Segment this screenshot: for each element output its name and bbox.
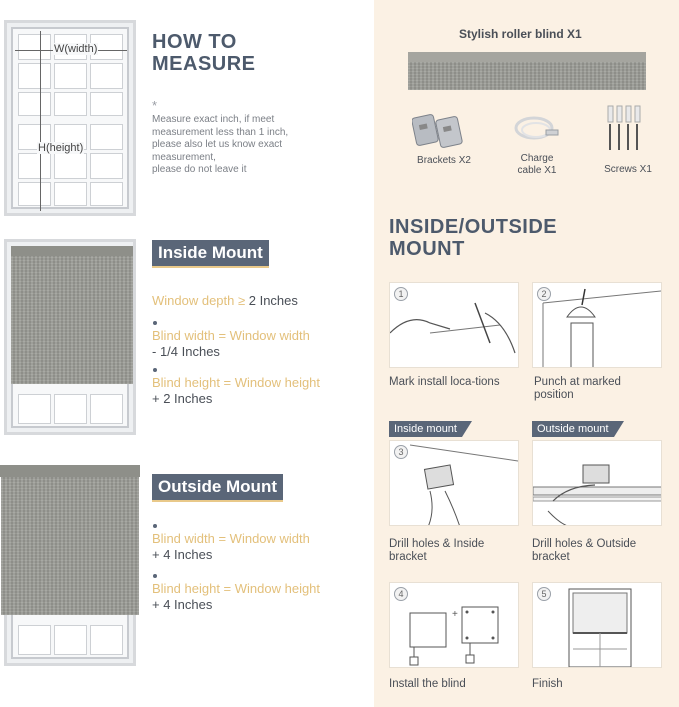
svg-text:+: +	[452, 609, 458, 620]
window-pane	[90, 625, 123, 655]
inside-outside-title	[389, 216, 557, 260]
bullet-dot	[153, 574, 157, 578]
bullet-highlight: Window depth ≥	[152, 293, 249, 308]
marking-hands-icon	[390, 283, 519, 368]
note-line: please also let us know exact	[152, 139, 283, 150]
inside-outside-title-line1: INSIDE/OUTSIDE	[389, 216, 558, 238]
measure-note	[152, 114, 288, 177]
window-pane	[90, 394, 123, 424]
window-pane	[18, 34, 51, 60]
screws-label: Screws X1	[604, 164, 652, 175]
window-pane	[90, 182, 123, 206]
screws-icon	[602, 104, 648, 156]
step-2-caption	[534, 376, 621, 402]
step-1-image	[389, 282, 519, 368]
outside-bracket-icon	[533, 441, 662, 526]
bullet-text: + 4 Inches	[152, 597, 213, 612]
how-to-measure-title	[152, 31, 256, 75]
step-5-image	[532, 582, 662, 668]
bullet-text: + 4 Inches	[152, 547, 213, 562]
window-pane	[90, 63, 123, 89]
height-label: H(height)	[38, 142, 84, 154]
note-line: measurement,	[152, 151, 216, 163]
window-pane	[54, 92, 87, 116]
window-illustration	[4, 20, 136, 216]
charge-cable-label	[500, 153, 574, 177]
window-pane	[90, 153, 123, 179]
how-to-measure-title-line2: MEASURE	[152, 53, 256, 75]
window-pane	[18, 182, 51, 206]
step-5-caption: Finish	[532, 678, 563, 690]
step-3-outside-caption-line1: Drill holes & Outside	[532, 538, 637, 550]
inside-mount-label: Inside Mount	[152, 240, 269, 268]
roller-blind-tube	[408, 52, 646, 62]
note-asterisk: *	[152, 98, 158, 113]
brackets-label: Brackets X2	[417, 155, 471, 166]
inside-bullet-1	[152, 293, 298, 309]
inside-bullet-2	[152, 328, 310, 360]
window-pane	[18, 153, 51, 179]
roller-blind	[11, 256, 133, 384]
inside-bracket-icon	[390, 441, 519, 526]
window-pane	[54, 625, 87, 655]
step-number: 3	[394, 445, 408, 459]
step-number: 5	[537, 587, 551, 601]
brackets-icon	[412, 112, 468, 148]
step-4-image	[389, 582, 519, 668]
blind-headrail	[11, 246, 133, 256]
inside-bullet-3	[152, 375, 320, 407]
window-pane	[54, 153, 87, 179]
step-1-caption: Mark install loca-tions	[389, 376, 500, 388]
bullet-highlight: Blind height = Window height	[152, 581, 321, 596]
window-pane	[18, 63, 51, 89]
step-number: 2	[537, 287, 551, 301]
roller-blind-label: Stylish roller blind X1	[459, 27, 582, 41]
bullet-dot	[153, 368, 157, 372]
step-3-caption-line1: Drill holes & Inside	[389, 538, 485, 550]
window-pane	[54, 63, 87, 89]
note-line: please do not leave it	[152, 164, 247, 175]
window-pane	[18, 92, 51, 116]
bullet-dot	[153, 321, 157, 325]
window-pane	[18, 394, 51, 424]
charge-cable-label-line1: Charge	[520, 153, 554, 164]
window-pane	[54, 394, 87, 424]
drilling-icon	[533, 283, 662, 368]
step-number: 4	[394, 587, 408, 601]
bullet-text: + 2 Inches	[152, 391, 213, 406]
step-3-caption-line2: bracket	[389, 551, 427, 563]
package-install-panel	[374, 0, 679, 707]
inside-mount-tab: Inside mount	[389, 421, 462, 437]
window-pane	[90, 92, 123, 116]
step-2-caption-line1: Punch at marked	[534, 376, 621, 388]
window-pane	[90, 124, 123, 150]
step-number: 1	[394, 287, 408, 301]
inside-mount-illustration	[4, 239, 136, 435]
step-3-outside-image	[532, 440, 662, 526]
charge-cable-label-line2: cable X1	[517, 165, 557, 176]
finished-window-icon	[533, 583, 662, 668]
step-3-inside-caption	[389, 538, 484, 564]
bullet-text: - 1/4 Inches	[152, 344, 220, 359]
outside-bullet-2	[152, 581, 320, 613]
bullet-highlight: Blind height = Window height	[152, 375, 321, 390]
step-3-inside-image	[389, 440, 519, 526]
bullet-dot	[153, 524, 157, 528]
step-4-caption: Install the blind	[389, 678, 466, 690]
roller-blind	[1, 477, 139, 615]
window-pane	[18, 625, 51, 655]
inside-outside-title-line2: MOUNT	[389, 238, 465, 260]
bullet-highlight: Blind width = Window width	[152, 328, 310, 343]
window-pane	[54, 182, 87, 206]
roller-blind-roll	[408, 62, 646, 90]
height-dimension-line	[40, 31, 41, 211]
blind-headrail	[0, 465, 140, 477]
outside-mount-tab: Outside mount	[532, 421, 614, 437]
step-3-outside-caption-line2: bracket	[532, 551, 570, 563]
width-label: W(width)	[54, 43, 98, 55]
step-2-image	[532, 282, 662, 368]
step-2-caption-line2: position	[534, 389, 574, 401]
step-3-outside-caption	[532, 538, 636, 564]
note-line: Measure exact inch, if meet	[152, 114, 275, 125]
how-to-measure-title-line1: HOW TO	[152, 31, 237, 53]
charge-cable-icon	[510, 110, 564, 148]
install-blind-icon	[390, 583, 519, 668]
bullet-text: 2 Inches	[248, 293, 298, 308]
outside-mount-label: Outside Mount	[152, 474, 283, 502]
bullet-highlight: Blind width = Window width	[152, 531, 310, 546]
outside-bullet-1	[152, 531, 310, 563]
note-line: measurement less than 1 inch,	[152, 126, 289, 138]
